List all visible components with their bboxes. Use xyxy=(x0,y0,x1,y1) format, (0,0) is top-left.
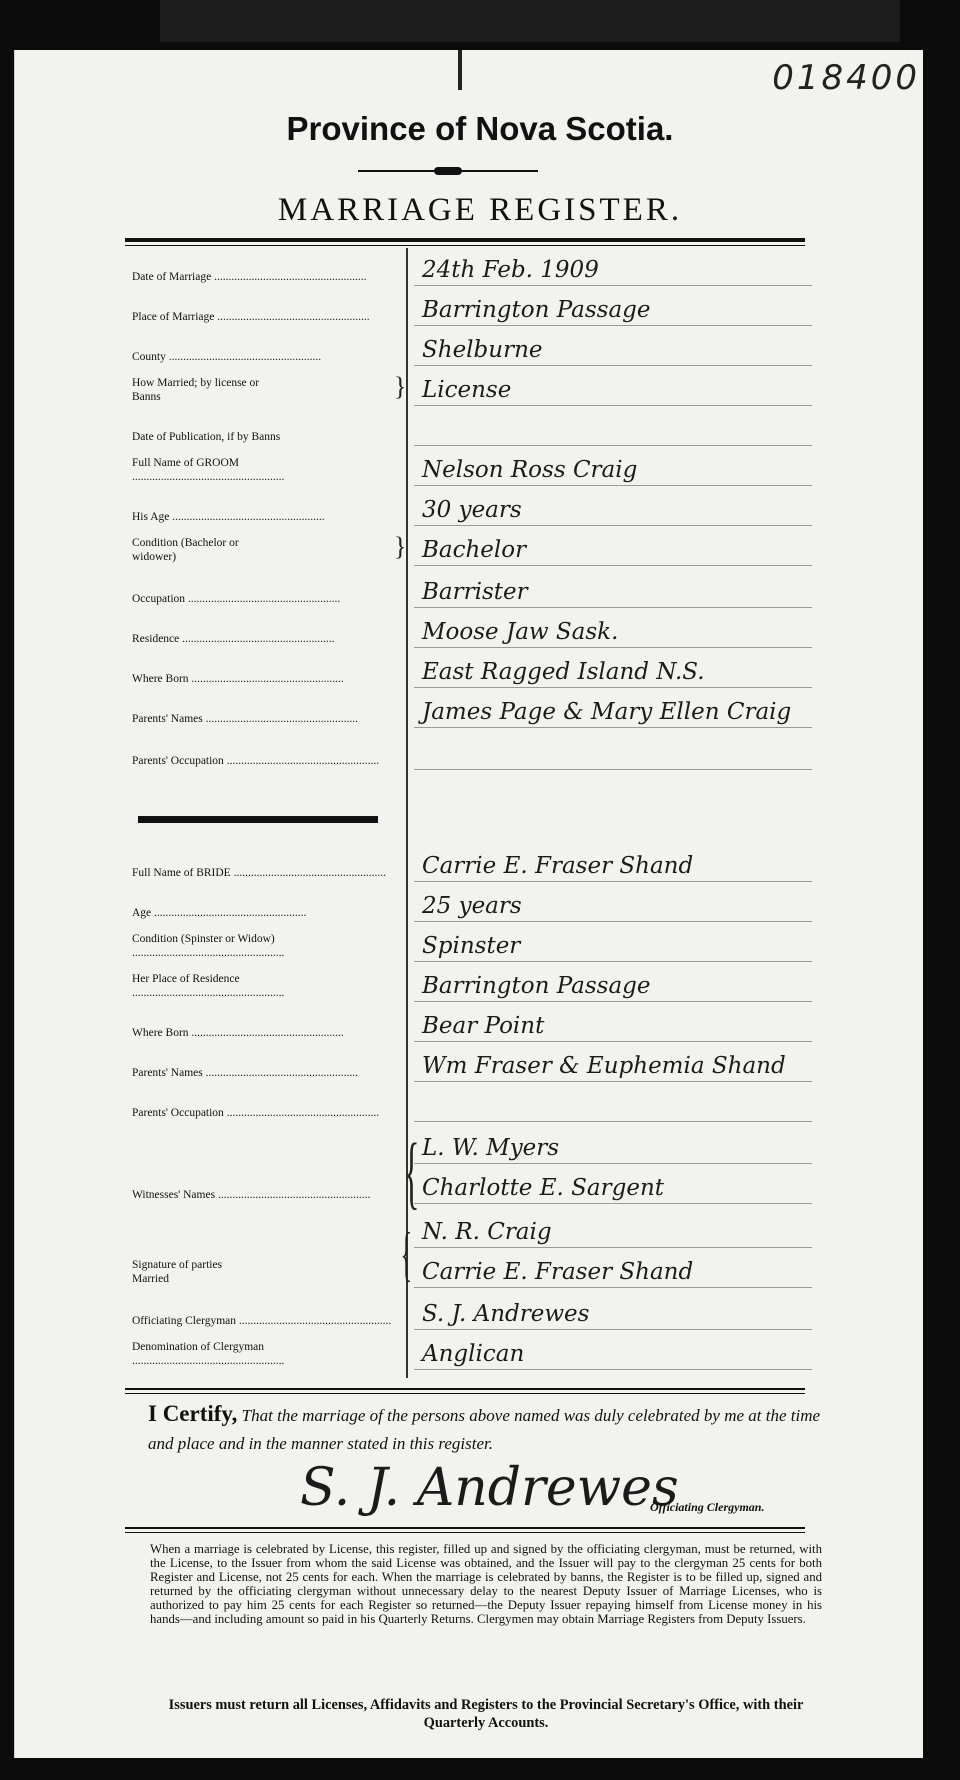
clergyman-signature: S. J. Andrewes xyxy=(300,1458,679,1518)
notice-rule xyxy=(125,1527,805,1529)
field-label: Officiating Clergyman ..... xyxy=(132,1314,394,1328)
field-row-bride-parents-occupation xyxy=(132,1086,812,1124)
entry-line xyxy=(414,445,812,446)
entry-line xyxy=(414,727,812,728)
entry-line xyxy=(414,1369,812,1370)
field-row-date-of-publication xyxy=(132,410,812,448)
field-row-witnesses xyxy=(132,1168,812,1206)
field-value: S. J. Andrewes xyxy=(422,1301,590,1327)
paper-tear-mark xyxy=(458,50,462,90)
entry-line xyxy=(414,405,812,406)
document-title: MARRIAGE REGISTER. xyxy=(277,192,683,228)
field-label: Residence ..... xyxy=(132,632,394,646)
entry-line xyxy=(414,1203,812,1204)
field-label: Date of Publication, if by Banns xyxy=(132,431,281,443)
field-row-groom-parents-occupation xyxy=(132,734,812,772)
field-value: License xyxy=(422,377,512,403)
certify-heading: I Certify, xyxy=(148,1401,238,1426)
entry-line xyxy=(414,1081,812,1082)
field-value: James Page & Mary Ellen Craig xyxy=(422,699,792,725)
entry-line xyxy=(414,1287,812,1288)
field-value: Barrington Passage xyxy=(422,297,651,323)
field-label: Denomination of Clergyman ..... xyxy=(132,1340,394,1368)
witness-signature: Charlotte E. Sargent xyxy=(422,1175,664,1201)
brace-glyph: } xyxy=(394,372,407,401)
field-row-officiating-clergyman xyxy=(132,1294,812,1332)
entry-line xyxy=(414,647,812,648)
field-label: Witnesses' Names ..... xyxy=(132,1188,394,1202)
field-row-place-of-marriage xyxy=(132,290,812,328)
register-number: 018400 xyxy=(772,58,920,98)
entry-line xyxy=(414,1041,812,1042)
field-value: 30 years xyxy=(422,497,522,523)
entry-line xyxy=(414,565,812,566)
field-label: Signature of parties Married xyxy=(132,1259,223,1285)
field-row-groom-occupation xyxy=(132,572,812,610)
field-label: Full Name of BRIDE ..... xyxy=(132,866,394,880)
entry-line xyxy=(414,687,812,688)
field-label: Parents' Occupation ..... xyxy=(132,1106,394,1120)
certification-text xyxy=(148,1400,838,1458)
field-label: Occupation ..... xyxy=(132,592,394,606)
entry-line xyxy=(414,607,812,608)
field-row-bride-parents xyxy=(132,1046,812,1084)
entry-line xyxy=(414,961,812,962)
field-row-bride-residence xyxy=(132,966,812,1004)
entry-line xyxy=(414,921,812,922)
field-row-signature-parties xyxy=(132,1252,812,1290)
entry-line xyxy=(414,881,812,882)
field-value: 24th Feb. 1909 xyxy=(422,257,599,283)
field-row-groom-birthplace xyxy=(132,652,812,690)
field-value: Anglican xyxy=(422,1341,525,1367)
field-row-groom-age xyxy=(132,490,812,528)
entry-line xyxy=(414,1001,812,1002)
field-value: East Ragged Island N.S. xyxy=(422,659,705,685)
field-value: Bachelor xyxy=(422,537,527,563)
field-value: Wm Fraser & Euphemia Shand xyxy=(422,1053,786,1079)
field-row-bride-condition xyxy=(132,926,812,964)
field-row-county xyxy=(132,330,812,368)
ornament-divider xyxy=(358,170,538,172)
witness-brace: { xyxy=(403,1126,420,1217)
field-value: Shelburne xyxy=(422,337,543,363)
province-heading: Province of Nova Scotia. xyxy=(286,110,674,147)
field-value: Nelson Ross Craig xyxy=(422,457,638,483)
field-row-groom-residence xyxy=(132,612,812,650)
field-row-how-married xyxy=(132,370,812,408)
field-label: Place of Marriage ..... xyxy=(132,310,394,324)
field-value: 25 years xyxy=(422,893,522,919)
field-value: Spinster xyxy=(422,933,521,959)
heading-rule-thin xyxy=(125,245,805,246)
field-label: His Age ..... xyxy=(132,510,394,524)
signature-caption: Officiating Clergyman. xyxy=(650,1500,765,1514)
field-label: Where Born ..... xyxy=(132,672,394,686)
field-label: Condition (Spinster or Widow) ..... xyxy=(132,932,394,960)
field-row-groom-parents xyxy=(132,692,812,730)
field-label: Where Born ..... xyxy=(132,1026,394,1040)
certify-rule-top xyxy=(125,1388,805,1390)
witness-line-1 xyxy=(132,1128,812,1166)
issuers-note: Issuers must return all Licenses, Affidavits and Registers to the Provincial Secretary's Office, with their Quarterly Accounts. xyxy=(168,1697,804,1731)
field-label: Full Name of GROOM ..... xyxy=(132,456,394,484)
field-value: Barrington Passage xyxy=(422,973,651,999)
field-row-groom-name xyxy=(132,450,812,488)
field-label: Parents' Names ..... xyxy=(132,712,394,726)
field-label: County ..... xyxy=(132,350,394,364)
section-divider xyxy=(138,816,378,823)
field-row-denomination xyxy=(132,1334,812,1372)
scan-top-edge xyxy=(160,0,900,42)
entry-line xyxy=(414,485,812,486)
entry-line xyxy=(414,1329,812,1330)
field-label: How Married; by license or Banns xyxy=(132,377,260,403)
signature-line-groom xyxy=(132,1212,812,1250)
notice-rule-thin xyxy=(125,1532,805,1533)
entry-line xyxy=(414,1247,812,1248)
witness-signature: L. W. Myers xyxy=(422,1135,560,1161)
entry-line xyxy=(414,325,812,326)
field-label: Her Place of Residence ..... xyxy=(132,972,394,1000)
entry-line xyxy=(414,1163,812,1164)
signature-brace: { xyxy=(400,1221,413,1287)
field-label: Parents' Names ..... xyxy=(132,1066,394,1080)
field-label: Condition (Bachelor or widower) xyxy=(132,537,239,563)
bride-signature: Carrie E. Fraser Shand xyxy=(422,1259,694,1285)
field-label: Age ..... xyxy=(132,906,394,920)
instructions-notice: When a marriage is celebrated by License, this register, filled up and signed by the officiating clergyman, must be returned, with the License, to the Issuer from whom the said License was obtained, and the Issuer will pay to the clergyman 25 cents for both Register and License, not 25 cents for each. When the marriage is celebrated by banns, the Register is to be filled up, signed and returned by the officiating clergyman without unnecessary delay to the nearest Deputy Issuer of Marriage Licenses, who is authorized to pay him 25 cents for each Register so returned—the Deputy Issuer repaying himself from License money in his hands—and including amount so paid in his Quarterly Returns. Clergymen may obtain Marriage Registers from Deputy Issuers. xyxy=(150,1542,822,1626)
certify-body: That the marriage of the persons above named was duly celebrated by me at the time and place and in the manner stated in this register. xyxy=(148,1406,821,1453)
brace-glyph: } xyxy=(394,532,407,561)
entry-line xyxy=(414,525,812,526)
field-row-groom-condition xyxy=(132,530,812,568)
entry-line xyxy=(414,1121,812,1122)
field-value: Carrie E. Fraser Shand xyxy=(422,853,694,879)
field-value: Barrister xyxy=(422,579,528,605)
heading-rule-thick xyxy=(125,238,805,242)
field-row-bride-name xyxy=(132,846,812,884)
entry-line xyxy=(414,365,812,366)
certify-rule-top-thin xyxy=(125,1393,805,1394)
field-row-date-of-marriage xyxy=(132,250,812,288)
entry-line xyxy=(414,285,812,286)
field-label: Parents' Occupation ..... xyxy=(132,754,394,768)
entry-line xyxy=(414,769,812,770)
field-label: Date of Marriage ..... xyxy=(132,270,394,284)
field-row-bride-age xyxy=(132,886,812,924)
groom-signature: N. R. Craig xyxy=(422,1219,552,1245)
field-value: Moose Jaw Sask. xyxy=(422,619,619,645)
field-value: Bear Point xyxy=(422,1013,545,1039)
field-row-bride-birthplace xyxy=(132,1006,812,1044)
